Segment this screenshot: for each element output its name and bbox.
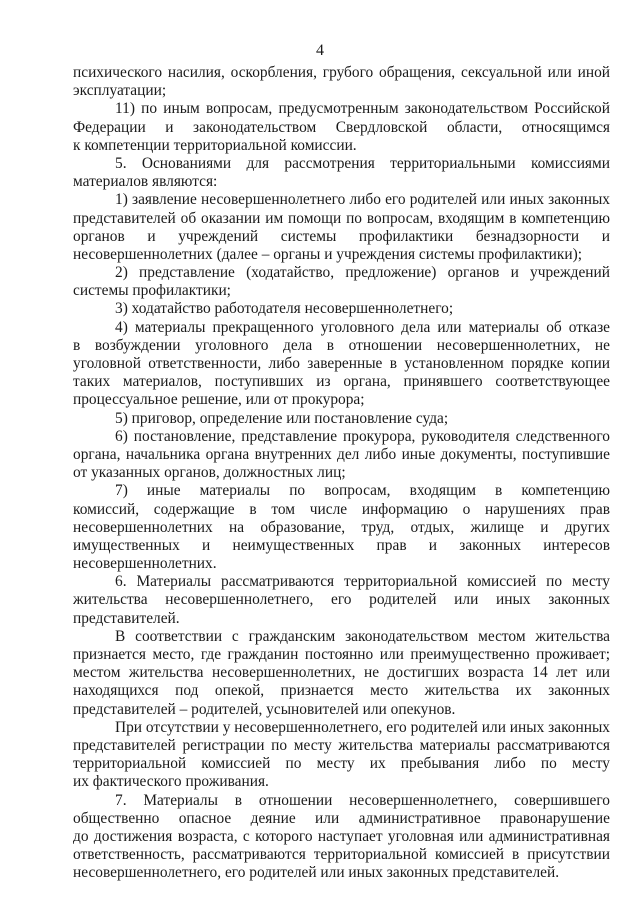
text-line: органа, начальника органа внутренних дел либо иные документы, поступившие xyxy=(73,445,610,463)
text-line: 11) по иным вопросам, предусмотренным законодательством Российской xyxy=(115,100,610,118)
text-line: ответственность, рассматриваются территориальной комиссией в присутствии xyxy=(73,846,610,864)
text-line: системы профилактики; xyxy=(73,282,231,300)
text-line: находящихся под опекой, признается место жительства их законных xyxy=(73,682,610,700)
text-line: признается место, где гражданин постоянно или преимущественно проживает; xyxy=(73,646,610,663)
text-line: территориальной комиссией по месту их пребывания либо по месту xyxy=(73,755,610,773)
text-line: несовершеннолетних. xyxy=(73,555,217,573)
text-line: 5. Основаниями для рассмотрения территориальными комиссиями xyxy=(115,154,610,172)
text-line: 5) приговор, определение или постановление суда; xyxy=(115,409,449,427)
text-line: представителей – родителей, усыновителей или опекунов. xyxy=(73,700,456,718)
text-line: представителей об оказании им помощи по вопросам, входящим в компетенцию xyxy=(73,209,610,227)
text-line: эксплуатации; xyxy=(73,82,167,100)
text-line: их фактического проживания. xyxy=(73,773,269,791)
text-line: общественно опасное деяние или административное правонарушение xyxy=(73,809,610,827)
text-line: местом жительства несовершеннолетних, не достигших возраста 14 лет или xyxy=(73,664,610,682)
text-line: процессуальное решение, или от прокурора; xyxy=(73,391,365,409)
text-line: При отсутствии у несовершеннолетнего, его родителей или иных законных xyxy=(115,718,610,736)
text-line: несовершеннолетнего, его родителей или иных законных представителей. xyxy=(73,864,560,882)
document-body xyxy=(73,64,610,882)
text-line: материалов являются: xyxy=(73,173,218,191)
text-line: уголовной ответственности, либо заверенные в установленном порядке копии xyxy=(73,355,610,372)
text-line: несовершеннолетних (далее – органы и учреждения системы профилактики); xyxy=(73,245,583,263)
text-line: 1) заявление несовершеннолетнего либо его родителей или иных законных xyxy=(115,191,610,209)
text-line: 3) ходатайство работодателя несовершеннолетнего; xyxy=(115,300,454,318)
page-number: 4 xyxy=(316,42,324,59)
text-line: таких материалов, поступивших из органа, принявшего соответствующее xyxy=(73,373,610,391)
text-line: жительства несовершеннолетнего, его родителей или иных законных xyxy=(73,591,610,609)
text-line: 7. Материалы в отношении несовершеннолетнего, совершившего xyxy=(115,791,610,809)
text-line: к компетенции территориальной комиссии. xyxy=(73,136,357,154)
text-line: от указанных органов, должностных лиц; xyxy=(73,464,346,482)
text-line: имущественных и неимущественных прав и законных интересов xyxy=(73,536,610,554)
text-line: 2) представление (ходатайство, предложение) органов и учреждений xyxy=(115,264,610,282)
text-line: органов и учреждений системы профилактики безнадзорности и xyxy=(73,227,610,245)
text-line: 6. Материалы рассматриваются территориальной комиссией по месту xyxy=(115,573,610,591)
text-line: психического насилия, оскорбления, грубого обращения, сексуальной или иной xyxy=(73,64,610,81)
text-line: в возбуждении уголовного дела в отношении несовершеннолетних, не xyxy=(73,336,610,354)
text-line: 4) материалы прекращенного уголовного дела или материалы об отказе xyxy=(115,318,610,336)
text-line: комиссий, содержащие в том числе информацию о нарушениях прав xyxy=(73,500,610,518)
text-line: 7) иные материалы по вопросам, входящим в компетенцию xyxy=(115,482,610,500)
text-line: В соответствии с гражданским законодательством местом жительства xyxy=(115,627,610,645)
text-line: 6) постановление, представление прокурора, руководителя следственного xyxy=(115,427,610,445)
text-line: до достижения возраста, с которого наступает уголовная или административная xyxy=(73,827,610,845)
text-line: представителей. xyxy=(73,609,180,627)
text-line: несовершеннолетних на образование, труд, отдых, жилище и других xyxy=(73,518,610,536)
text-line: представителей регистрации по месту жительства материалы рассматриваются xyxy=(73,736,610,754)
text-line: Федерации и законодательством Свердловской области, относящимся xyxy=(73,118,610,136)
